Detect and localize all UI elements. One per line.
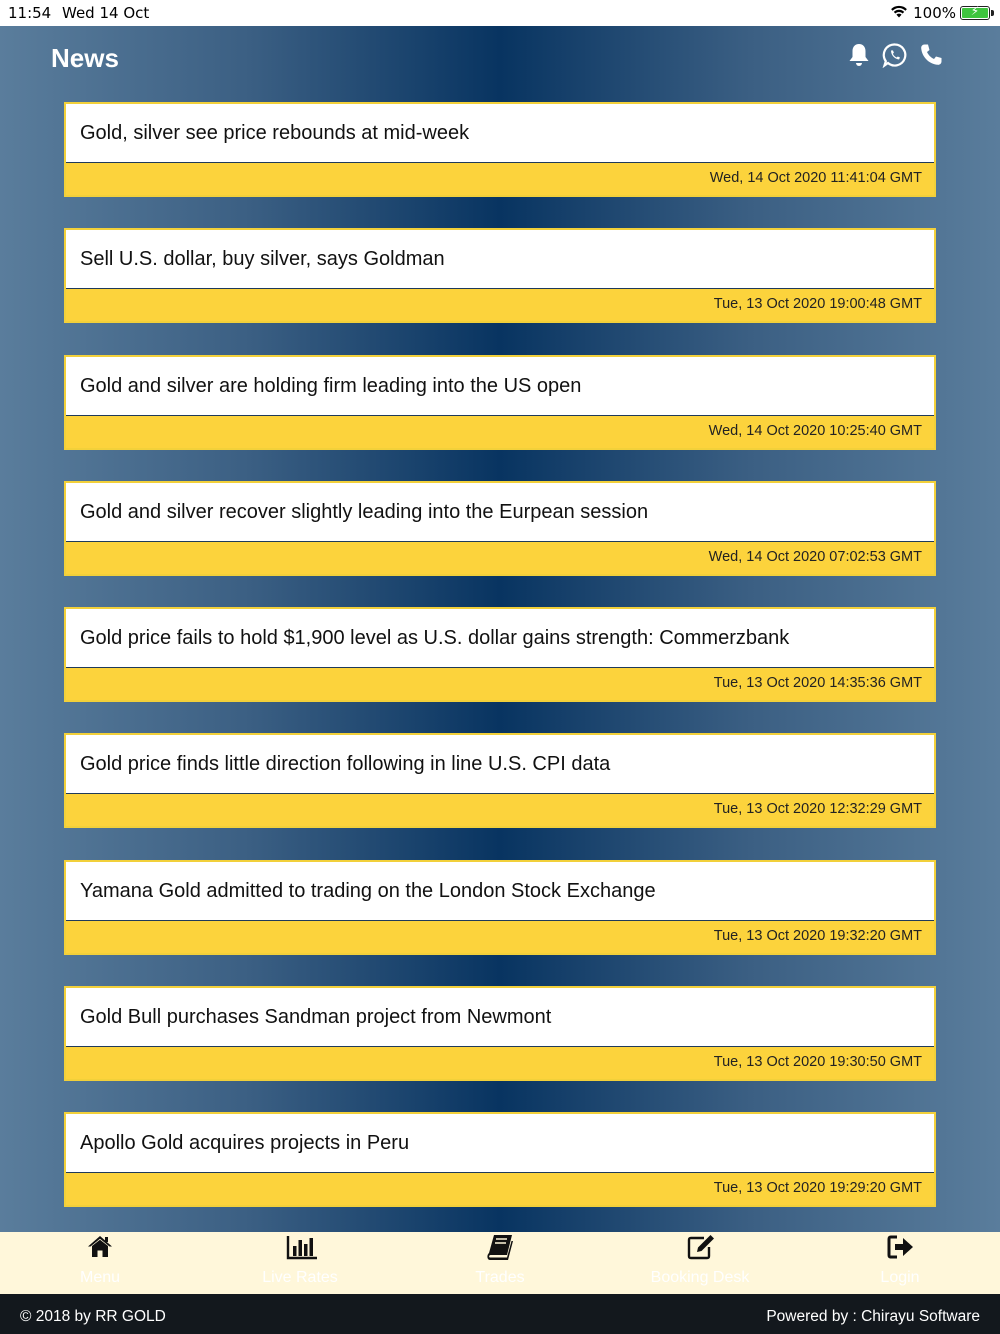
tab-label: Menu bbox=[79, 1269, 121, 1286]
sign-out-icon bbox=[886, 1233, 914, 1261]
tab-label: Trades bbox=[475, 1269, 525, 1286]
main-content bbox=[0, 26, 1000, 1232]
bell-icon[interactable] bbox=[846, 42, 872, 68]
edit-icon bbox=[686, 1233, 714, 1261]
battery-icon: ⚡ bbox=[960, 6, 990, 20]
news-timestamp: Tue, 13 Oct 2020 19:30:50 GMT bbox=[66, 1047, 934, 1079]
status-right bbox=[889, 3, 994, 23]
header-actions bbox=[846, 42, 944, 68]
news-headline: Gold and silver are holding firm leading into the US open bbox=[66, 357, 934, 416]
news-item[interactable] bbox=[64, 607, 936, 702]
news-timestamp: Wed, 14 Oct 2020 07:02:53 GMT bbox=[66, 542, 934, 574]
phone-icon[interactable] bbox=[918, 42, 944, 68]
news-item[interactable] bbox=[64, 986, 936, 1081]
news-headline: Yamana Gold admitted to trading on the London Stock Exchange bbox=[66, 862, 934, 921]
news-item[interactable] bbox=[64, 1112, 936, 1207]
status-time: 11:54 bbox=[8, 4, 52, 22]
news-headline: Gold and silver recover slightly leading into the Eurpean session bbox=[66, 483, 934, 542]
news-headline: Sell U.S. dollar, buy silver, says Goldman bbox=[66, 230, 934, 289]
tab-label: Login bbox=[880, 1269, 920, 1286]
news-headline: Gold price finds little direction following in line U.S. CPI data bbox=[66, 735, 934, 794]
news-item[interactable] bbox=[64, 733, 936, 828]
tab-live-rates[interactable] bbox=[200, 1232, 400, 1294]
home-icon bbox=[86, 1233, 114, 1261]
wifi-icon bbox=[889, 3, 909, 23]
tab-label: Booking Desk bbox=[650, 1269, 750, 1286]
status-date: Wed 14 Oct bbox=[62, 4, 150, 22]
news-timestamp: Tue, 13 Oct 2020 19:00:48 GMT bbox=[66, 289, 934, 321]
news-headline: Gold Bull purchases Sandman project from Newmont bbox=[66, 988, 934, 1047]
news-headline: Gold, silver see price rebounds at mid-week bbox=[66, 104, 934, 163]
page-title: News bbox=[51, 43, 119, 73]
tab-trades[interactable] bbox=[400, 1232, 600, 1294]
news-timestamp: Wed, 14 Oct 2020 10:25:40 GMT bbox=[66, 416, 934, 448]
news-list bbox=[64, 102, 936, 1239]
footer bbox=[0, 1294, 1000, 1334]
news-timestamp: Tue, 13 Oct 2020 12:32:29 GMT bbox=[66, 794, 934, 826]
tab-booking-desk[interactable] bbox=[600, 1232, 800, 1294]
news-timestamp: Tue, 13 Oct 2020 14:35:36 GMT bbox=[66, 668, 934, 700]
news-headline: Gold price fails to hold $1,900 level as U.S. dollar gains strength: Commerzbank bbox=[66, 609, 934, 668]
news-timestamp: Tue, 13 Oct 2020 19:29:20 GMT bbox=[66, 1173, 934, 1205]
news-item[interactable] bbox=[64, 481, 936, 576]
tab-menu[interactable] bbox=[0, 1232, 200, 1294]
news-item[interactable] bbox=[64, 102, 936, 197]
news-timestamp: Tue, 13 Oct 2020 19:32:20 GMT bbox=[66, 921, 934, 953]
news-item[interactable] bbox=[64, 228, 936, 323]
whatsapp-icon[interactable] bbox=[882, 42, 908, 68]
copyright-text: © 2018 by RR GOLD bbox=[20, 1308, 166, 1325]
news-timestamp: Wed, 14 Oct 2020 11:41:04 GMT bbox=[66, 163, 934, 195]
bar-chart-icon bbox=[286, 1233, 314, 1261]
status-bar bbox=[0, 0, 1000, 26]
bottom-tab-bar bbox=[0, 1232, 1000, 1294]
book-icon bbox=[486, 1233, 514, 1261]
powered-by-text: Powered by : Chirayu Software bbox=[766, 1308, 980, 1325]
tab-login[interactable] bbox=[800, 1232, 1000, 1294]
news-item[interactable] bbox=[64, 355, 936, 450]
tab-label: Live Rates bbox=[262, 1269, 338, 1286]
news-item[interactable] bbox=[64, 860, 936, 955]
battery-percent: 100% bbox=[913, 4, 956, 22]
news-headline: Apollo Gold acquires projects in Peru bbox=[66, 1114, 934, 1173]
